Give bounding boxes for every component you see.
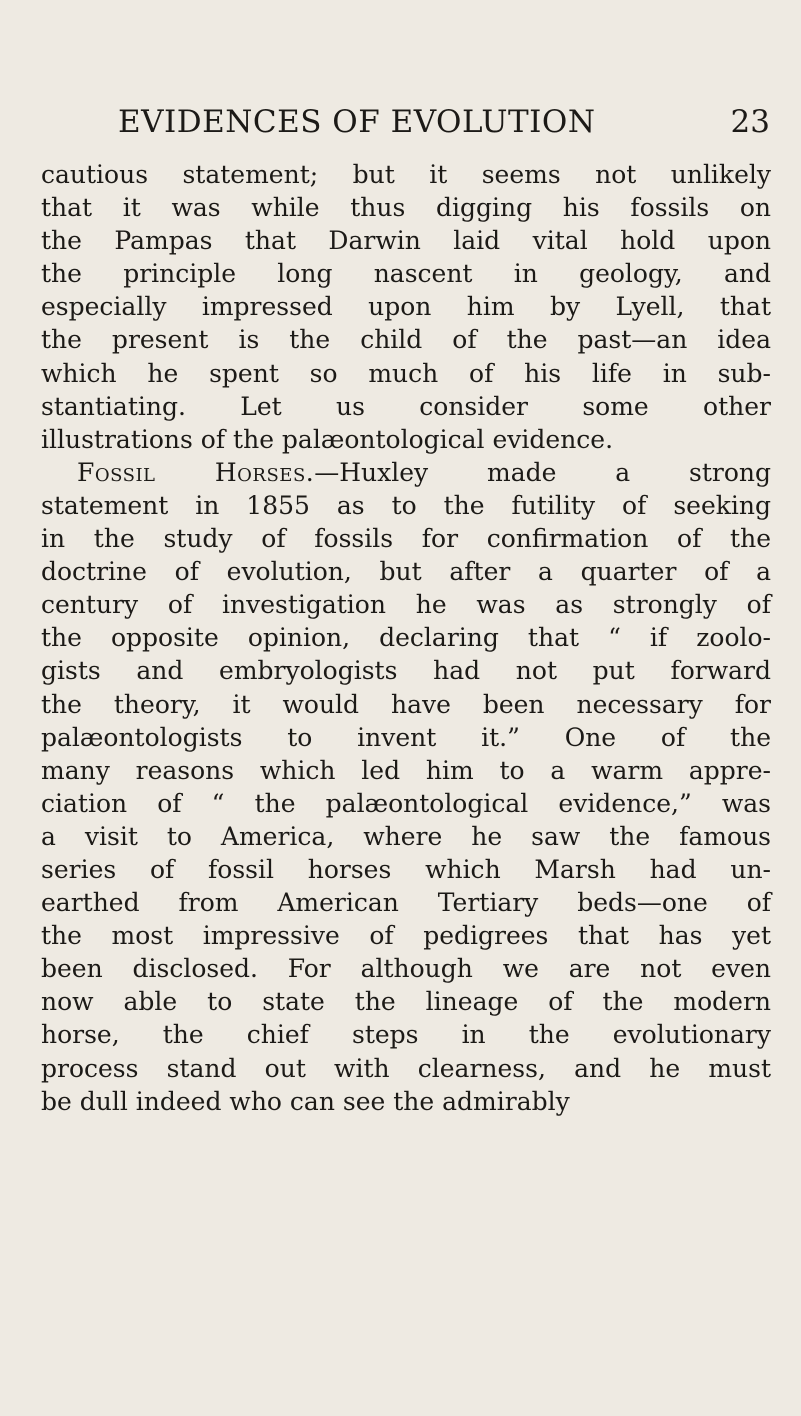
- text-line: especially impressed upon him by Lyell, that: [41, 292, 771, 322]
- text-line: the theory, it would have been necessary for: [41, 689, 771, 719]
- running-head: [118, 98, 770, 146]
- text-line: gists and embryologists had not put forward: [41, 656, 771, 686]
- text-line: which he spent so much of his life in sub-: [41, 358, 771, 388]
- text-line: stantiating. Let us consider some other: [41, 391, 771, 421]
- text-line: earthed from American Tertiary beds—one of: [41, 888, 771, 918]
- page-number: 23: [730, 104, 770, 140]
- text-line: process stand out with clearness, and he must: [41, 1053, 771, 1083]
- text-line: in the study of fossils for confirmation of the: [41, 524, 771, 554]
- text-line: statement in 1855 as to the futility of seeking: [41, 490, 771, 520]
- text-line: the most impressive of pedigrees that has yet: [41, 921, 771, 951]
- text-line: series of fossil horses which Marsh had un-: [41, 854, 771, 884]
- text-line: palæontologists to invent it.” One of the: [41, 722, 771, 752]
- text-line: illustrations of the palæontological evidence.: [41, 424, 614, 454]
- text-line: century of investigation he was as strongly of: [41, 590, 771, 620]
- text-line: horse, the chief steps in the evolutionary: [41, 1020, 771, 1050]
- text-line: cautious statement; but it seems not unlikely: [41, 160, 771, 189]
- text-line: now able to state the lineage of the modern: [41, 987, 771, 1017]
- running-title: EVIDENCES OF EVOLUTION: [118, 104, 596, 140]
- section-heading: Fossil Horses.: [77, 457, 315, 487]
- text-line: many reasons which led him to a warm appre-: [41, 755, 771, 785]
- text-line: the opposite opinion, declaring that “ if zoolo-: [41, 623, 771, 653]
- text-line: the principle long nascent in geology, and: [41, 259, 771, 289]
- text-line: be dull indeed who can see the admirably: [41, 1086, 570, 1116]
- body-text: [41, 158, 771, 1118]
- text-line: the present is the child of the past—an idea: [41, 325, 771, 355]
- text-line: that it was while thus digging his fossils on: [41, 193, 771, 223]
- text-line: doctrine of evolution, but after a quarter of a: [41, 557, 771, 587]
- paragraph-start-line: [41, 456, 771, 489]
- text-line: ciation of “ the palæontological evidence,” was: [41, 788, 771, 818]
- text-line: a visit to America, where he saw the famous: [41, 821, 771, 851]
- text-line: —Huxley made a strong: [314, 457, 771, 487]
- text-line: the Pampas that Darwin laid vital hold upon: [41, 226, 771, 256]
- text-line: been disclosed. For although we are not even: [41, 954, 771, 984]
